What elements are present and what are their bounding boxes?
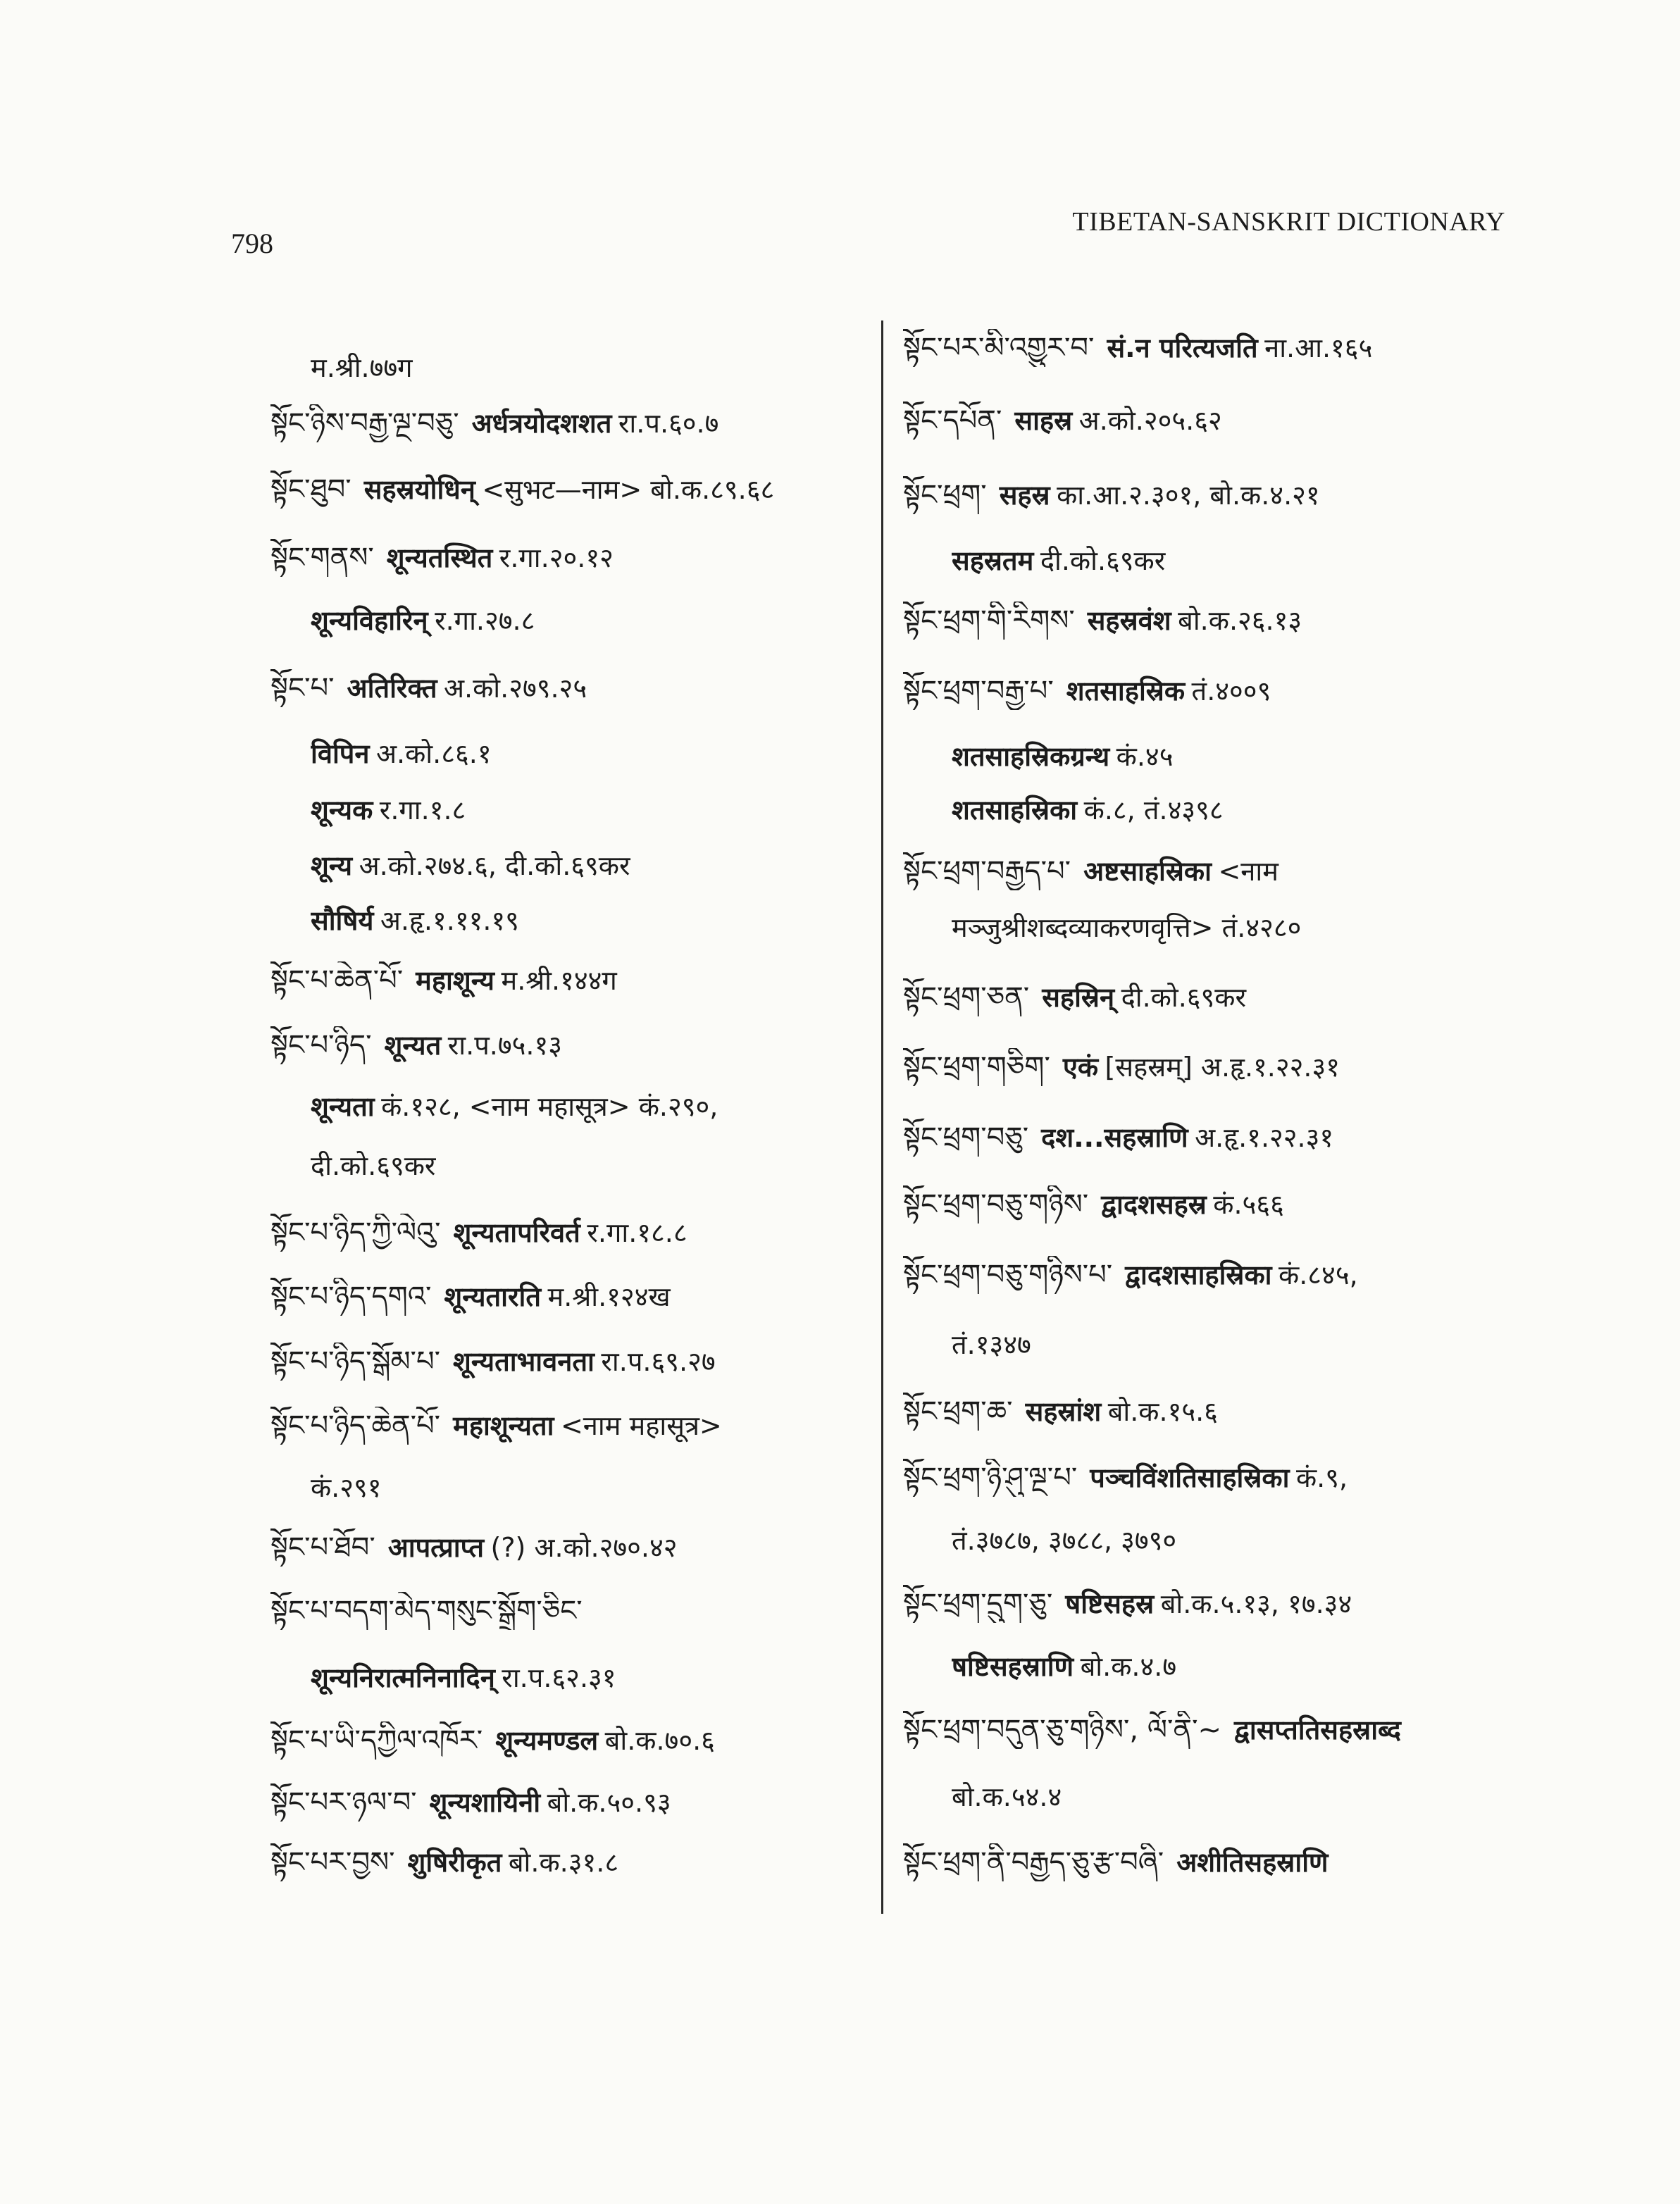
tibetan-headword: སྟོང་པར་མི་འགྱུར་བ་ bbox=[903, 332, 1095, 364]
sanskrit-equivalent: शून्यविहारिन् bbox=[311, 605, 428, 636]
dictionary-entry bbox=[270, 1407, 876, 1445]
dictionary-entry bbox=[270, 1343, 876, 1381]
dictionary-entry bbox=[270, 1026, 876, 1064]
source-reference: <सुभट—नाम> बो.क.८९.६८ bbox=[482, 474, 775, 505]
dictionary-entry bbox=[903, 852, 1523, 890]
sanskrit-equivalent: द्वादशसहस्र bbox=[1101, 1189, 1207, 1220]
sanskrit-equivalent: अतिरिक्त bbox=[347, 673, 437, 704]
entry-subsense bbox=[952, 542, 1523, 580]
entry-continuation bbox=[311, 1469, 876, 1507]
sanskrit-equivalent: पञ्चविंशतिसाहस्रिका bbox=[1090, 1462, 1290, 1493]
source-reference: बो.क.७०.६ bbox=[604, 1725, 715, 1756]
tibetan-headword: སྟོང་པ་ bbox=[270, 672, 335, 704]
source-reference: रा.प.६२.३१ bbox=[502, 1662, 616, 1693]
tibetan-headword: སྟོང་ཕྲག་གི་རིགས་ bbox=[903, 604, 1075, 637]
source-reference: कं.५६६ bbox=[1213, 1189, 1284, 1220]
source-reference: बो.क.५०.९३ bbox=[547, 1787, 671, 1818]
entry-continuation bbox=[952, 909, 1523, 947]
sanskrit-equivalent: शून्य bbox=[311, 850, 353, 881]
sanskrit-equivalent: शून्यता bbox=[311, 1091, 375, 1122]
dictionary-entry bbox=[270, 1529, 876, 1567]
source-reference: कं.८, तं.४३९८ bbox=[1083, 795, 1224, 826]
entry-subsense bbox=[952, 791, 1523, 829]
sanskrit-equivalent: शून्यताभावनता bbox=[453, 1346, 595, 1377]
sanskrit-equivalent: शतसाहस्रिका bbox=[952, 795, 1078, 826]
source-reference: र.गा.१८.८ bbox=[587, 1217, 687, 1248]
tibetan-headword: སྟོང་པ་ཐོབ་ bbox=[270, 1531, 375, 1564]
tibetan-headword: སྟོང་ཕྲག་ཉི་ཤུ་ལྔ་པ་ bbox=[903, 1462, 1078, 1494]
tibetan-headword: སྟོང་ཕྲག་བཅུ་གཉིས་ bbox=[903, 1188, 1089, 1221]
source-reference: र.गा.२७.८ bbox=[435, 605, 535, 636]
running-head: TIBETAN-SANSKRIT DICTIONARY bbox=[1072, 207, 1505, 237]
sanskrit-equivalent: सहस्रिन् bbox=[1042, 982, 1115, 1013]
source-reference: कं.९, bbox=[1295, 1462, 1348, 1493]
source-reference: रा.प.७५.१३ bbox=[447, 1030, 562, 1061]
source-reference: ना.आ.१६५ bbox=[1264, 332, 1373, 363]
sanskrit-equivalent: शतसाहस्रिक bbox=[1066, 675, 1186, 706]
dictionary-entry bbox=[903, 1711, 1523, 1749]
source-reference: बो.क.१५.६ bbox=[1107, 1396, 1218, 1427]
sanskrit-equivalent: शून्यशायिनी bbox=[429, 1787, 541, 1818]
tibetan-headword: སྟོང་པ་ཉིད་ཀྱི་ལེའུ་ bbox=[270, 1216, 441, 1249]
sanskrit-equivalent: शून्यक bbox=[311, 795, 373, 826]
dictionary-entry bbox=[270, 404, 876, 442]
sanskrit-equivalent: द्वासप्ततिसहस्राब्द bbox=[1234, 1714, 1401, 1745]
entry-subsense bbox=[311, 735, 876, 773]
tibetan-headword: སྟོང་ཕྲག་བདུན་ཅུ་གཉིས་, ལོ་ནི་~ bbox=[903, 1714, 1222, 1746]
sanskrit-equivalent: शून्यतस्थित bbox=[386, 542, 493, 573]
dictionary-entry bbox=[270, 961, 876, 1000]
tibetan-headword: སྟོང་ཕྲག་ཅན་ bbox=[903, 981, 1030, 1014]
dictionary-entry bbox=[270, 1783, 876, 1822]
dictionary-entry bbox=[903, 329, 1523, 367]
sanskrit-equivalent: शून्यतारति bbox=[444, 1281, 542, 1312]
sanskrit-equivalent: सहस्रतम bbox=[952, 545, 1034, 576]
source-reference: कं.२९१ bbox=[311, 1472, 382, 1503]
source-reference: अ.को.२७९.२५ bbox=[443, 673, 587, 704]
source-reference: (?) अ.को.२७०.४२ bbox=[490, 1532, 678, 1563]
source-reference: अ.हृ.१.११.१९ bbox=[380, 905, 519, 936]
source-reference: रा.प.६९.२७ bbox=[601, 1346, 716, 1377]
sanskrit-equivalent: षष्टिसहस्र bbox=[1065, 1588, 1155, 1619]
source-reference: कं.८४५, bbox=[1278, 1259, 1358, 1290]
entry-continuation bbox=[952, 1521, 1523, 1559]
source-reference: र.गा.२०.१२ bbox=[499, 542, 614, 573]
sanskrit-equivalent: आपत्प्राप्त bbox=[387, 1532, 485, 1563]
tibetan-headword: སྟོང་ཕྲག་ཆ་ bbox=[903, 1395, 1013, 1428]
dictionary-entry bbox=[903, 401, 1523, 440]
source-reference: र.गा.१.८ bbox=[379, 795, 466, 826]
sanskrit-equivalent: शून्यमण्डल bbox=[495, 1725, 599, 1756]
source-reference: दी.को.६९कर bbox=[1121, 982, 1247, 1013]
dictionary-entry bbox=[903, 1185, 1523, 1224]
source-reference: म.श्री.१४४ग bbox=[501, 965, 617, 996]
dictionary-entry bbox=[270, 669, 876, 707]
entry-continuation bbox=[311, 1147, 876, 1185]
source-reference: कं.१२८, <नाम महासूत्र> कं.२९०, bbox=[381, 1091, 718, 1122]
tibetan-headword: སྟོང་པ་ཉིད་དགའ་ bbox=[270, 1281, 432, 1313]
dictionary-entry bbox=[270, 539, 876, 577]
source-reference: अ.को.२०५.६२ bbox=[1078, 405, 1222, 436]
tibetan-headword: སྟོང་ཕྲག་ bbox=[903, 479, 987, 511]
tibetan-headword: སྟོང་ཕྲག་དྲུག་ཅུ་ bbox=[903, 1588, 1053, 1620]
source-reference: अ.को.२७४.६, दी.को.६९कर bbox=[359, 850, 630, 881]
entry-continuation bbox=[311, 349, 876, 387]
entry-subsense bbox=[311, 602, 876, 640]
tibetan-headword: སྟོང་ཕྲག་བཅུ་གཉིས་པ་ bbox=[903, 1259, 1113, 1291]
tibetan-headword: སྟོང་དཔོན་ bbox=[903, 404, 1002, 437]
dictionary-entry bbox=[903, 1843, 1523, 1881]
sanskrit-equivalent: एकं bbox=[1062, 1052, 1099, 1083]
sanskrit-equivalent: महाशून्य bbox=[416, 965, 494, 996]
sanskrit-equivalent: अष्टसाहस्रिका bbox=[1083, 856, 1212, 887]
sanskrit-equivalent: सहस्रांश bbox=[1025, 1396, 1102, 1427]
source-reference: कं.४५ bbox=[1116, 741, 1174, 772]
sanskrit-equivalent: साहस्र bbox=[1014, 405, 1073, 436]
entry-subsense bbox=[311, 1088, 876, 1126]
sanskrit-equivalent: सं.न परित्यजति bbox=[1107, 332, 1258, 363]
dictionary-entry bbox=[903, 1393, 1523, 1431]
dictionary-entry bbox=[270, 471, 876, 509]
source-reference: बो.क.३१.८ bbox=[508, 1847, 619, 1878]
sanskrit-equivalent: सौषिर्य bbox=[311, 905, 374, 936]
tibetan-headword: སྟོང་པ་བདག་མེད་གསུང་སྒྲོག་ཅིང་ bbox=[270, 1595, 583, 1627]
sanskrit-equivalent: शून्यनिरात्मनिनादिन् bbox=[311, 1662, 495, 1693]
sanskrit-equivalent: शून्यत bbox=[384, 1030, 442, 1061]
source-reference: बो.क.२६.१३ bbox=[1178, 605, 1302, 636]
tibetan-headword: སྟོང་པར་བྱས་ bbox=[270, 1846, 395, 1879]
entry-continuation bbox=[952, 1326, 1523, 1364]
tibetan-headword: སྟོང་ཕྲག་གཅིག་ bbox=[903, 1051, 1050, 1083]
entry-subsense bbox=[311, 847, 876, 885]
source-reference: बो.क.४.७ bbox=[1080, 1651, 1177, 1682]
dictionary-entry bbox=[270, 1214, 876, 1252]
source-reference: दी.को.६९कर bbox=[311, 1150, 436, 1181]
sanskrit-equivalent: सहस्रवंश bbox=[1087, 605, 1171, 636]
source-reference: अ.हृ.१.२२.३१ bbox=[1195, 1122, 1334, 1153]
source-reference: अ.को.८६.१ bbox=[376, 738, 492, 769]
tibetan-headword: སྟོང་པ་ཆེན་པོ་ bbox=[270, 964, 404, 997]
sanskrit-equivalent: षष्टिसहस्राणि bbox=[952, 1651, 1074, 1682]
sanskrit-equivalent: सहस्रयोधिन् bbox=[363, 474, 475, 505]
dictionary-entry bbox=[903, 476, 1523, 514]
tibetan-headword: སྟོང་ཐུབ་ bbox=[270, 473, 351, 506]
tibetan-headword: སྟོང་པ་ཉིད་སྒོམ་པ་ bbox=[270, 1345, 440, 1378]
source-reference: दी.को.६९कर bbox=[1040, 545, 1166, 576]
dictionary-entry bbox=[903, 1256, 1523, 1294]
tibetan-headword: སྟོང་གནས་ bbox=[270, 542, 374, 574]
page-number: 798 bbox=[231, 228, 273, 259]
column-divider bbox=[881, 320, 883, 1914]
source-reference: तं.४००९ bbox=[1191, 675, 1271, 706]
tibetan-headword: སྟོང་ཕྲག་བརྒྱད་པ་ bbox=[903, 855, 1071, 888]
source-reference: का.आ.२.३०१, बो.क.४.२१ bbox=[1057, 480, 1320, 511]
source-reference: बो.क.५४.४ bbox=[952, 1781, 1062, 1812]
sanskrit-equivalent: दश...सहस्राणि bbox=[1041, 1122, 1188, 1153]
entry-continuation bbox=[952, 1778, 1523, 1816]
entry-subsense bbox=[952, 737, 1523, 776]
sanskrit-equivalent: विपिन bbox=[311, 738, 370, 769]
dictionary-entry bbox=[903, 602, 1523, 640]
dictionary-entry bbox=[270, 1592, 876, 1630]
source-reference: तं.३७८७, ३७८८, ३७९० bbox=[952, 1525, 1177, 1556]
source-reference: बो.क.५.१३, १७.३४ bbox=[1160, 1588, 1352, 1619]
dictionary-entry bbox=[270, 1278, 876, 1316]
sanskrit-equivalent: शतसाहस्रिकग्रन्थ bbox=[952, 741, 1110, 772]
tibetan-headword: སྟོང་པ་ཉིད་ bbox=[270, 1029, 372, 1061]
source-reference: मञ्जुश्रीशब्दव्याकरणवृत्ति> तं.४२८० bbox=[952, 912, 1302, 943]
dictionary-entry bbox=[270, 1722, 876, 1760]
dictionary-entry bbox=[903, 1119, 1523, 1157]
dictionary-entry bbox=[903, 1585, 1523, 1623]
source-reference: तं.१३४७ bbox=[952, 1329, 1031, 1360]
entry-subsense bbox=[311, 902, 876, 940]
source-reference: म.श्री.१२४ख bbox=[547, 1281, 671, 1312]
tibetan-headword: སྟོང་ཕྲག་བརྒྱ་པ་ bbox=[903, 675, 1054, 707]
sanskrit-equivalent: शून्यतापरिवर्त bbox=[453, 1217, 580, 1248]
tibetan-headword: སྟོང་ཉིས་བརྒྱ་ལྔ་བཅུ་ bbox=[270, 407, 459, 440]
source-reference: <नाम bbox=[1218, 856, 1278, 887]
entry-subsense bbox=[952, 1648, 1523, 1686]
sanskrit-equivalent: शुषिरीकृत bbox=[407, 1847, 502, 1878]
entry-subsense bbox=[311, 1659, 876, 1697]
source-reference: <नाम महासूत्र> bbox=[560, 1410, 722, 1441]
tibetan-headword: སྟོང་ཕྲག་བཅུ་ bbox=[903, 1121, 1029, 1154]
dictionary-entry bbox=[903, 672, 1523, 710]
sanskrit-equivalent: द्वादशसाहस्रिका bbox=[1125, 1259, 1272, 1290]
sanskrit-equivalent: महाशून्यता bbox=[453, 1410, 554, 1441]
source-reference: म.श्री.७७ग bbox=[311, 352, 413, 383]
tibetan-headword: སྟོང་པ་ཡི་དཀྱིལ་འཁོར་ bbox=[270, 1724, 483, 1757]
source-reference: रा.प.६०.७ bbox=[618, 408, 719, 439]
source-reference: [सहस्रम्] अ.हृ.१.२२.३१ bbox=[1105, 1052, 1340, 1083]
dictionary-entry bbox=[903, 1048, 1523, 1086]
dictionary-entry bbox=[903, 1459, 1523, 1497]
tibetan-headword: སྟོང་པ་ཉིད་ཆེན་པོ་ bbox=[270, 1409, 441, 1442]
tibetan-headword: སྟོང་པར་ཉལ་བ་ bbox=[270, 1786, 417, 1819]
sanskrit-equivalent: अशीतिसहस्राणि bbox=[1176, 1847, 1329, 1878]
tibetan-headword: སྟོང་ཕྲག་ནི་བརྒྱད་ཅུ་རྩ་བཞི་ bbox=[903, 1846, 1164, 1879]
sanskrit-equivalent: अर्धत्रयोदशशत bbox=[471, 408, 612, 439]
entry-subsense bbox=[311, 791, 876, 829]
dictionary-entry bbox=[903, 978, 1523, 1016]
dictionary-entry bbox=[270, 1843, 876, 1881]
sanskrit-equivalent: सहस्र bbox=[999, 480, 1050, 511]
